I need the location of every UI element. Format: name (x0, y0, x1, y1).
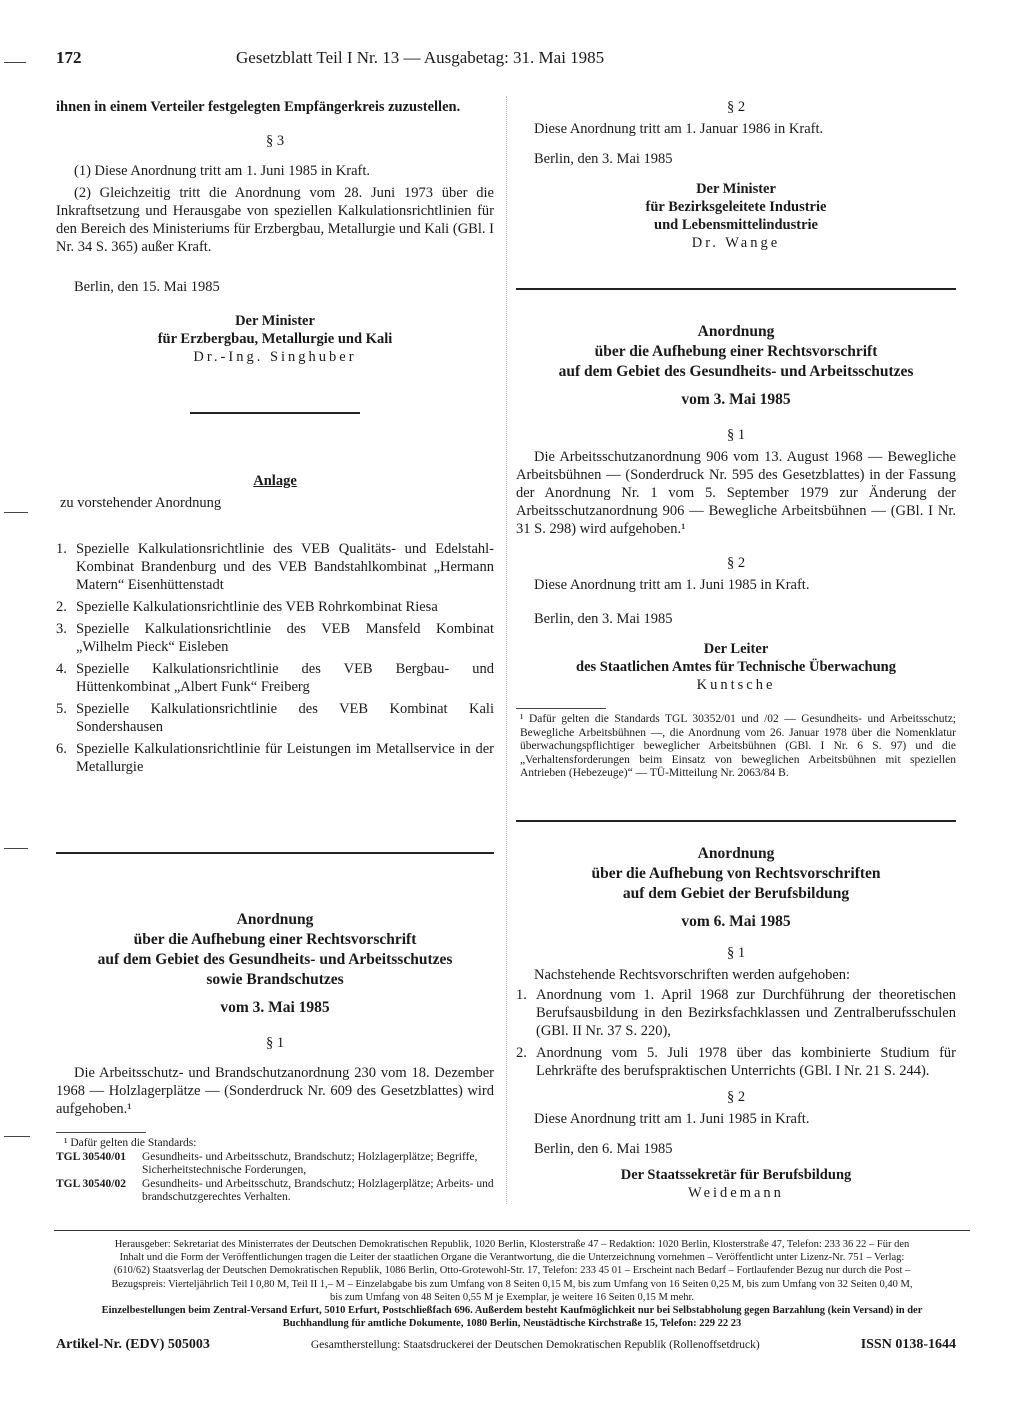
paragraph: Diese Anordnung tritt am 1. Juni 1985 in Kraft. (534, 1111, 810, 1127)
ordinance-title: auf dem Gebiet der Berufsbildung (622, 885, 850, 902)
right-column-ord3 (516, 844, 956, 1202)
ordinance-title: auf dem Gebiet des Gesundheits- und Arbeitsschutzes (558, 363, 914, 380)
section-rule (56, 852, 494, 854)
ordinance-title: Anordnung (697, 323, 775, 340)
right-column (516, 98, 956, 252)
ordinance-title: auf dem Gebiet des Gesundheits- und Arbeitsschutzes (97, 951, 453, 968)
margin-mark (4, 512, 28, 513)
margin-mark (4, 62, 26, 63)
ordinance-title: Anordnung (236, 911, 314, 928)
repeal-list (516, 986, 956, 1080)
signer-name: Weidemann (688, 1185, 784, 1201)
signer-title: für Erzbergbau, Metallurgie und Kali (157, 331, 393, 347)
place-date: Berlin, den 6. Mai 1985 (534, 1141, 673, 1157)
footnote-rule (516, 708, 606, 709)
ordinance-title: über die Aufhebung von Rechtsvorschriften (591, 865, 881, 882)
signer-name: Dr.-Ing. Singhuber (193, 349, 357, 365)
right-column-ord1 (516, 322, 956, 781)
article-number: Artikel-Nr. (EDV) 505003 (56, 1337, 210, 1352)
paragraph: Die Arbeitsschutz- und Brandschutzanordnung 230 vom 18. Dezember 1968 — Holzlagerplätze — (Sonderdruck Nr. 609 des Gesetzblattes) wird aufgehoben.¹ (56, 1065, 494, 1117)
separator (190, 412, 360, 414)
signer-name: Dr. Wange (691, 235, 781, 251)
running-head: Gesetzblatt Teil I Nr. 13 — Ausgabetag: 31. Mai 1985 (236, 48, 605, 67)
section-heading: § 2 (726, 555, 746, 571)
list-item: 1. Spezielle Kalkulationsrichtlinie des VEB Qualitäts- und Edelstahl-Kombinat Brandenburg und des VEB Bandstahlkombinat „Hermann Matern“ Eisenhüttenstadt (56, 541, 494, 593)
place-date: Berlin, den 15. Mai 1985 (74, 279, 220, 295)
paragraph: Die Arbeitsschutzanordnung 906 vom 13. August 1968 — Bewegliche Arbeitsbühnen — (Sonderdruck Nr. 595 des Gesetzblattes) in der Fassung der Anordnung Nr. 1 vom 5. September 1979 zur Änderung der Arbeitsschutzanordnung 906 — Bewegliche Arbeitsbühnen — (GBl. I Nr. 31 S. 298) wird aufgehoben.¹ (516, 449, 956, 537)
section-heading: § 2 (726, 99, 746, 115)
list-item: 1. Anordnung vom 1. April 1968 zur Durchführung der theoretischen Berufsausbildung in den Bezirksfachklassen und Zentralberufsschulen (GBl. II Nr. 37 S. 220), (516, 987, 956, 1039)
footnote: ¹ Dafür gelten die Standards: TGL 30540/01 Gesundheits- und Arbeitsschutz, Brandschutz; Holzlagerplätze; Begriffe, Sicherheitstechnische Forderungen, TGL 30540/02 Gesundheits- und Arbeitsschutz, Brandschutz; Holzlagerplätze; Arbeits- und brandschutzgerechtes Verhalten. (56, 1137, 494, 1203)
ordinance-date: vom 3. Mai 1985 (220, 999, 330, 1016)
paragraph: Diese Anordnung tritt am 1. Juni 1985 in Kraft. (534, 577, 810, 593)
list-item: 4. Spezielle Kalkulationsrichtlinie des VEB Bergbau- und Hüttenkombinat „Albert Funk“ Freiberg (56, 661, 494, 695)
ordinance-date: vom 6. Mai 1985 (681, 913, 791, 930)
imprint-line: Herausgeber: Sekretariat des Ministerrates der Deutschen Demokratischen Republik, 1020 Berlin, Klosterstraße 47 – Redaktion: 1020 Berlin, Klosterstraße 47, Telefon: 233 36 22 – Für den (114, 1239, 910, 1250)
footnote-row: TGL 30540/02 Gesundheits- und Arbeitsschutz, Brandschutz; Holzlagerplätze; Arbeits- und brandschutzgerechtes Verhalten. (56, 1177, 494, 1203)
section-heading: § 2 (726, 1089, 746, 1105)
page-number: 172 (56, 48, 82, 67)
ordinance-title: über die Aufhebung einer Rechtsvorschrift (594, 343, 878, 360)
footnote-rule (56, 1132, 146, 1133)
margin-mark (4, 1136, 30, 1137)
ordinance-title: über die Aufhebung einer Rechtsvorschrift (133, 931, 417, 948)
section-rule (516, 288, 956, 290)
signer-title: Der Minister (235, 313, 315, 329)
list-item: 2. Spezielle Kalkulationsrichtlinie des VEB Rohrkombinat Riesa (56, 599, 438, 615)
list-item: 6. Spezielle Kalkulationsrichtlinie für Leistungen im Metallservice in der Metallurgie (56, 741, 494, 775)
intro-text: ihnen in einem Verteiler festgelegten Empfängerkreis zuzustellen. (56, 99, 461, 115)
footnote: ¹ Dafür gelten die Standards TGL 30352/01 und /02 — Gesundheits- und Arbeitsschutz; Bewegliche Arbeitsbühnen —, die Anordnung vom 26. Januar 1978 über die Nomenklatur überwachungspflichtiger beweglicher Arbeitsbühnen (GBl. I Nr. 6 S. 97) und die „Verhaltensforderungen beim Einsatz von beweglichen Arbeitsbühnen mit speziellen Antrieben (Hebezeuge)“ — TÜ-Mitteilung Nr. 2063/84 B. (520, 713, 956, 779)
bottom-line (56, 1337, 956, 1353)
list-item: 5. Spezielle Kalkulationsrichtlinie des VEB Kombinat Kali Sondershausen (56, 701, 494, 735)
place-date: Berlin, den 3. Mai 1985 (534, 611, 673, 627)
imprint-line: Inhalt und die Form der Veröffentlichungen tragen die Leiter der staatlichen Organe die Verantwortung, die die Unterzeichnung vornehmen – Veröffentlicht unter Lizenz-Nr. 751 – Verlag: (119, 1252, 905, 1264)
section-heading: § 3 (265, 133, 285, 149)
paragraph: (1) Diese Anordnung tritt am 1. Juni 1985 in Kraft. (74, 163, 370, 179)
imprint-line: (610/62) Staatsverlag der Deutschen Demokratischen Republik, 1086 Berlin, Otto-Grotewohl-Str. 17, Telefon: 233 45 01 – Erscheint nach Bedarf – Fortlaufender Bezug nur durch die Post – (113, 1265, 911, 1277)
signer-name: Kuntsche (696, 677, 776, 693)
signer-title: des Staatlichen Amtes für Technische Überwachung (576, 659, 896, 675)
imprint-line: Bezugspreis: Vierteljährlich Teil I 0,80 M, Teil II 1,– M – Einzelabgabe bis zum Umfang von 8 Seiten 0,15 M, bis zum Umfang von 16 Seiten 0,25 M, bis zum Umfang von 32 Seiten 0,40 M, (111, 1278, 913, 1290)
ordinance-title: sowie Brandschutzes (206, 971, 344, 988)
paragraph: Nachstehende Rechtsvorschriften werden aufgehoben: (534, 967, 851, 983)
column-divider (506, 96, 507, 1204)
imprint-line: Einzelbestellungen beim Zentral-Versand Erfurt, 5010 Erfurt, Postschließfach 696. Außerdem besteht Kaufmöglichkeit nur bei Selbstabholung gegen Barzahlung (kein Versand) in der (101, 1305, 923, 1317)
signer-title: für Bezirksgeleitete Industrie (645, 199, 827, 215)
issn: ISSN 0138-1644 (860, 1337, 956, 1352)
section-heading: § 1 (726, 945, 746, 961)
printer-note: Gesamtherstellung: Staatsdruckerei der Deutschen Demokratischen Republik (Rollenoffsetdruck) (310, 1339, 760, 1351)
signer-title: Der Staatssekretär für Berufsbildung (620, 1167, 852, 1183)
anlage-list (56, 540, 494, 776)
ordinance-title: Anordnung (697, 845, 775, 862)
place-date: Berlin, den 3. Mai 1985 (534, 151, 673, 167)
paragraph: (2) Gleichzeitig tritt die Anordnung vom 28. Juni 1973 über die Inkraftsetzung und Herausgabe von speziellen Kalkulationsrichtlinien für den Bereich des Ministeriums für Erzbergbau, Metallurgie und Kali (GBl. I Nr. 34 S. 365) außer Kraft. (56, 185, 494, 255)
section-rule (516, 820, 956, 822)
anlage-subheading: zu vorstehender Anordnung (60, 495, 222, 511)
section-heading: § 1 (726, 427, 746, 443)
signer-title: und Lebensmittelindustrie (654, 217, 818, 233)
left-column (56, 98, 494, 780)
list-item: 3. Spezielle Kalkulationsrichtlinie des VEB Mansfeld Kombinat „Wilhelm Pieck“ Eisleben (56, 621, 494, 655)
imprint-line: Buchhandlung für amtliche Dokumente, 1080 Berlin, Neustädtische Kirchstraße 15, Telefon: 229 22 23 (282, 1318, 742, 1330)
signer-title: Der Leiter (703, 641, 769, 657)
signer-title: Der Minister (696, 181, 776, 197)
paragraph: Diese Anordnung tritt am 1. Januar 1986 in Kraft. (534, 121, 824, 137)
imprint (54, 1238, 970, 1330)
imprint-rule (54, 1230, 970, 1231)
section-heading: § 1 (265, 1035, 285, 1051)
list-item: 2. Anordnung vom 5. Juli 1978 über das kombinierte Studium für Lehrkräfte des berufspraktischen Unterrichts (GBl. I Nr. 21 S. 244). (516, 1045, 956, 1079)
left-column-lower (56, 910, 494, 1205)
ordinance-date: vom 3. Mai 1985 (681, 391, 791, 408)
footnote-row: TGL 30540/01 Gesundheits- und Arbeitsschutz, Brandschutz; Holzlagerplätze; Begriffe, Sicherheitstechnische Forderungen, (56, 1150, 478, 1176)
margin-mark (4, 848, 28, 849)
imprint-line: bis zum Umfang von 48 Seiten 0,55 M je Exemplar, je weitere 16 Seiten 0,15 M mehr. (329, 1291, 695, 1303)
anlage-heading: Anlage (253, 473, 297, 489)
